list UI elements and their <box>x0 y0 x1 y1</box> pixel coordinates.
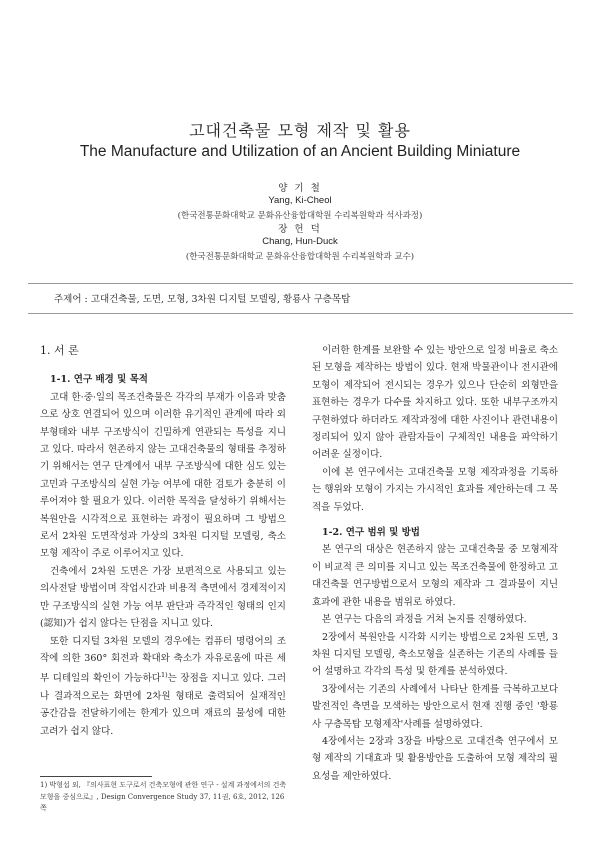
paragraph-text: 또한 디지털 3차원 모델의 경우에는 컴퓨터 명령어의 조작에 의한 360° 회전과 확대와 축소가 자유로움에 따른 세부 디테일의 확인이 가능하다 <box>40 635 286 685</box>
author-1-name-en: Yang, Ki-Cheol <box>268 195 332 206</box>
author-2-name-en: Chang, Hun-Duck <box>262 236 338 247</box>
paragraph: 본 연구의 대상은 현존하지 않는 고대건축물 중 모형제작이 비교적 큰 의미를 지니고 있는 목조건축물에 한정하고 고대건축물 연구방법으로서 모형의 제작과 그 결과물이 지닌 효과에 관한 내용을 범위로 하였다. <box>312 544 558 608</box>
author-1-name-ko: 양 기 철 <box>278 183 322 194</box>
spacer <box>312 516 558 524</box>
left-column <box>40 342 286 740</box>
paragraph: 이러한 한계를 보완할 수 있는 방안으로 일정 비율로 축소된 모형을 제작하는 방법이 있다. 현재 박물관이나 전시관에 모형이 제작되어 전시되는 경우가 있으나 단순히 외형만을 표현하는 경우가 다수를 차지하고 있다. 또한 내부구조까지 구현하였다 하더라도 제작과정에 대한 사진이나 관련내용이 정리되어 있지 않아 관람자들이 구체적인 내용을 파악하기 어려운 실정이다. <box>312 345 558 461</box>
paragraph: 이에 본 연구에서는 고대건축물 모형 제작과정을 기록하는 행위와 모형이 가지는 가시적인 효과를 제안하는데 그 목적을 두었다. <box>312 466 558 513</box>
subsection-title: 1-2. 연구 범위 및 방법 <box>322 527 420 539</box>
paragraph-text: 는 장점을 지니고 있다. 그러나 결과적으로는 화면에 2차원 형태로 출력되어 실재적인 공간감을 전달하기에는 한계가 있으며 재료의 물성에 대한 고려가 쉽지 않다. <box>40 673 287 737</box>
paragraph: 건축에서 2차원 도면은 가장 보편적으로 사용되고 있는 의사전달 방법이며 작업시간과 비용적 측면에서 경제적이지만 구조방식의 실현 가능 여부 판단과 즉각적인 형태의 인지(認知)가 쉽지 않다는 단점을 지니고 있다. <box>40 565 286 630</box>
keywords: 주제어 : 고대건축물, 도면, 모형, 3차원 디지털 모델링, 황룡사 구층목탑 <box>54 294 351 305</box>
right-column <box>312 342 558 785</box>
footnote-rule <box>40 776 152 777</box>
author-2-name-ko: 장 헌 덕 <box>278 224 322 235</box>
footnote-marker: 1) <box>160 671 168 680</box>
footnote: 1) 박형섭 외, 『의사표현 도구로서 건축모형에 관한 연구 - 설계 과정에서의 건축모형을 중심으로』, Design Convergence Study 37, 11권, 6호, 2012, 126쪽 <box>40 781 287 812</box>
title-korean: 고대건축물 모형 제작 및 활용 <box>189 121 411 140</box>
author-1-affiliation: (한국전통문화대학교 문화유산융합대학원 수리복원학과 석사과정) <box>177 211 423 221</box>
paragraph <box>40 633 286 741</box>
keywords-top-rule <box>28 283 573 284</box>
paragraph: 고대 한·중·일의 목조건축물은 각각의 부재가 이음과 맞춤으로 상호 연결되어 있으며 이러한 유기적인 관계에 따라 외부형태와 내부 구조방식이 긴밀하게 연관되는 특성을 지니고 있다. 따라서 현존하지 않는 고대건축물의 형태를 추정하기 위해서는 연구 단계에서 내부 구조방식에 대한 심도 있는 고민과 구조방식의 실현 가능 여부에 대한 검토가 충분히 이루어져야 할 필요가 있다. 이러한 목적을 달성하기 위해서는 복원안을 시각적으로 표현하는 과정이 필요하며 그 방법으로서 2차원 도면작성과 가상의 3차원 디지털 모델링, 축소모형 제작이 주로 이루어지고 있다. <box>40 391 286 560</box>
paragraph: 본 연구는 다음의 과정을 거쳐 논지를 진행하였다. <box>322 614 527 626</box>
title-english: The Manufacture and Utilization of an Ancient Building Miniature <box>79 143 521 160</box>
paragraph: 3장에서는 기존의 사례에서 나타난 한계를 극복하고보다 발전적인 측면을 모색하는 방안으로서 현재 진행 중인 '황룡사 구층목탑 모형제작'사례를 설명하였다. <box>312 683 558 730</box>
paragraph: 2장에서 복원안을 시각화 시키는 방법으로 2차원 도면, 3차원 디지털 모델링, 축소모형을 실존하는 기존의 사례를 들어 설명하고 각각의 특성 및 한계를 분석하였다. <box>312 631 558 678</box>
keywords-bottom-rule <box>28 313 573 314</box>
paragraph: 4장에서는 2장과 3장을 바탕으로 고대건축 연구에서 모형 제작의 기대효과 및 활용방안을 도출하여 모형 제작의 필요성을 제안하였다. <box>312 735 558 782</box>
author-2-affiliation: (한국전통문화대학교 문화유산융합대학원 수리복원학과 교수) <box>185 252 415 262</box>
subsection-title: 1-1. 연구 배경 및 목적 <box>50 374 148 386</box>
section-title: 1. 서 론 <box>40 344 79 357</box>
